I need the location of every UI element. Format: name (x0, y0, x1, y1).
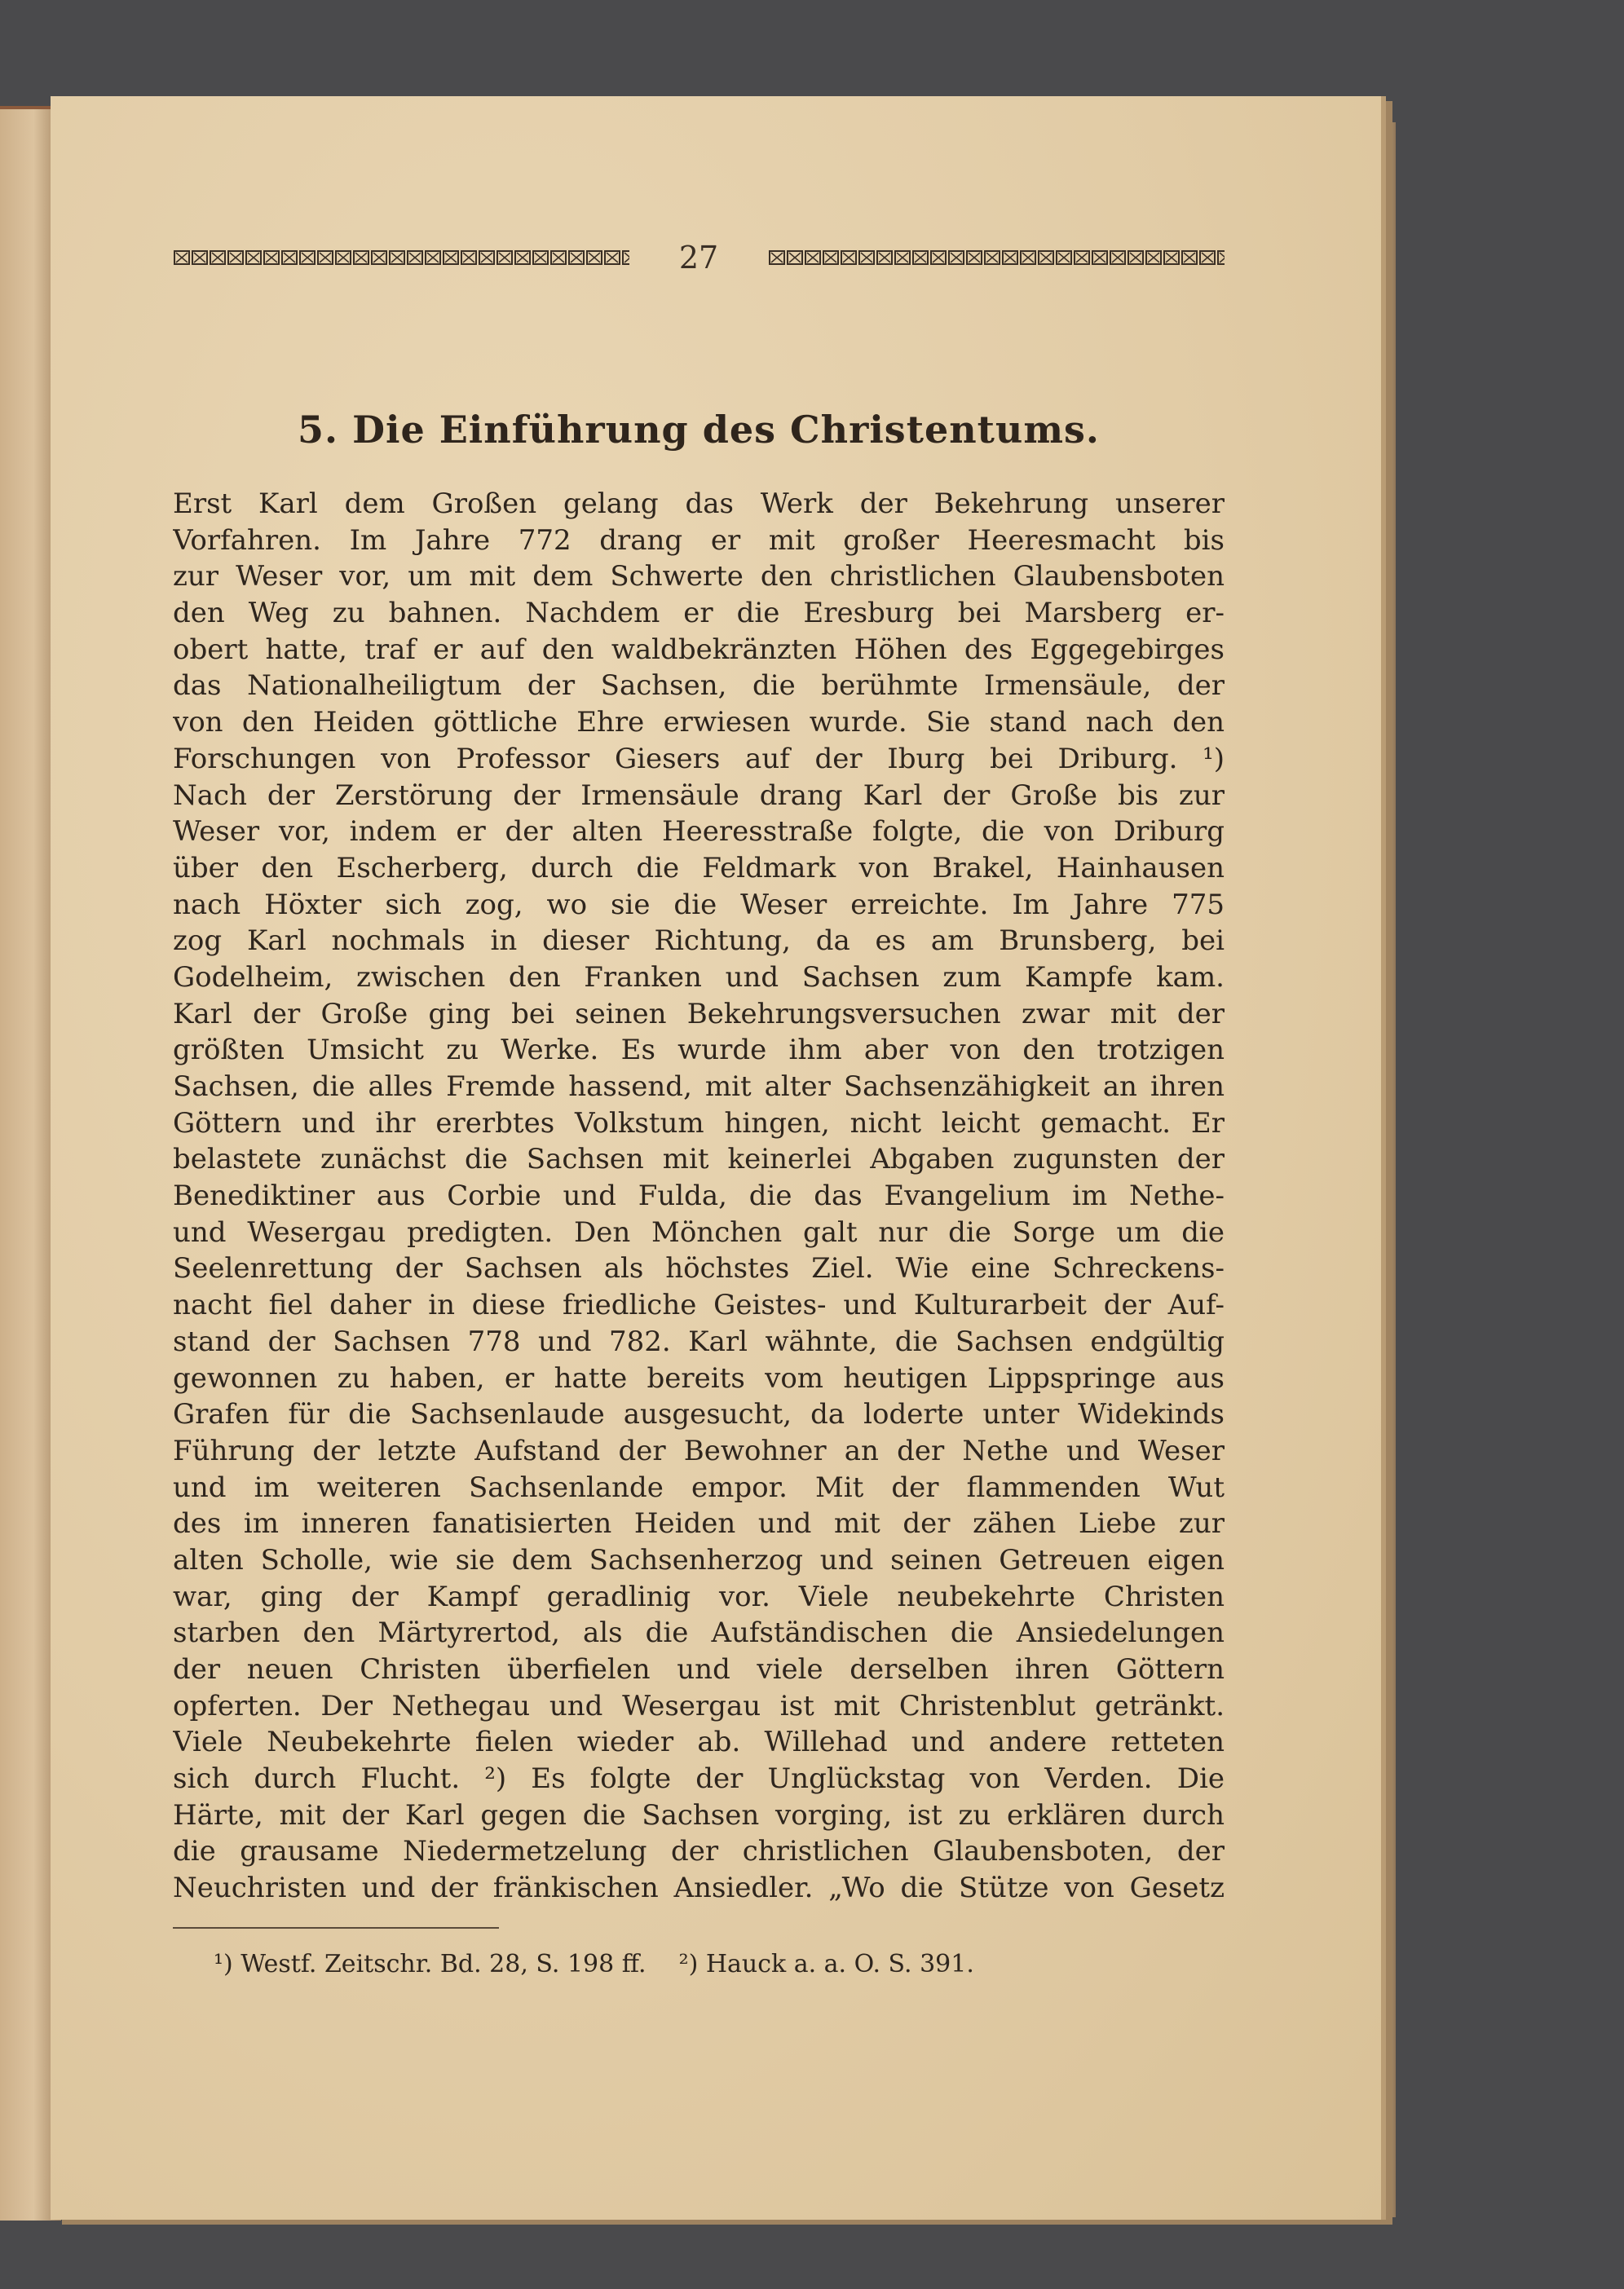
footnote-1: ¹) Westf. Zeitschr. Bd. 28, S. 198 ff. (214, 1950, 647, 1978)
text-line: und Wesergau predigten. Den Mönchen galt nur die Sorge um die (173, 1215, 1225, 1249)
footnote-rule (173, 1927, 499, 1929)
text-line: Führung der letzte Aufstand der Bewohner an der Nethe und Weser (173, 1434, 1225, 1467)
text-line: gewonnen zu haben, er hatte bereits vom heutigen Lippspringe aus (173, 1361, 1225, 1395)
text-line: nacht fiel daher in diese friedliche Geistes- und Kulturarbeit der Auf- (173, 1289, 1225, 1322)
footnotes (214, 1950, 1192, 1978)
text-line: größten Umsicht zu Werke. Es wurde ihm aber von den trotzigen (173, 1034, 1225, 1067)
text-line: stand der Sachsen 778 und 782. Karl wähnte, die Sachsen endgültig (173, 1325, 1225, 1358)
body-text (173, 486, 1225, 1907)
text-line: alten Scholle, wie sie dem Sachsenherzog und seinen Getreuen eigen (173, 1543, 1225, 1577)
text-line: Neuchristen und der fränkischen Ansiedler. „Wo die Stütze von Gesetz (173, 1872, 1225, 1905)
text-line: opferten. Der Nethegau und Wesergau ist mit Christenblut getränkt. (173, 1689, 1225, 1722)
text-line: starben den Märtyrertod, als die Aufständischen die Ansiedelungen (173, 1616, 1225, 1650)
text-line: nach Höxter sich zog, wo sie die Weser erreichte. Im Jahre 775 (173, 888, 1225, 921)
text-line: den Weg zu bahnen. Nachdem er die Eresburg bei Marsberg er- (173, 597, 1225, 630)
text-line: zog Karl nochmals in dieser Richtung, da es am Brunsberg, bei (173, 924, 1225, 958)
text-line: Benediktiner aus Corbie und Fulda, die das Evangelium im Nethe- (173, 1180, 1225, 1213)
text-line: des im inneren fanatisierten Heiden und mit der zähen Liebe zur (173, 1507, 1225, 1541)
text-line: Forschungen von Professor Giesers auf der Iburg bei Driburg. ¹) (173, 742, 1225, 775)
text-line: Erst Karl dem Großen gelang das Werk der Bekehrung unserer (173, 487, 1225, 520)
text-line: die grausame Niedermetzelung der christlichen Glaubensboten, der (173, 1835, 1225, 1868)
text-line: das Nationalheiligtum der Sachsen, die berühmte Irmensäule, der (173, 669, 1225, 703)
text-line: zur Weser vor, um mit dem Schwerte den christlichen Glaubensboten (173, 560, 1225, 593)
text-line: Härte, mit der Karl gegen die Sachsen vorging, ist zu erklären durch (173, 1798, 1225, 1832)
text-line: war, ging der Kampf geradlinig vor. Viele neubekehrte Christen (173, 1580, 1225, 1613)
text-line: Weser vor, indem er der alten Heeresstraße folgte, die von Driburg (173, 815, 1225, 849)
header-ornament-left (173, 246, 629, 269)
page-stack-edge (1381, 122, 1396, 2217)
text-line: Nach der Zerstörung der Irmensäule drang Karl der Große bis zur (173, 778, 1225, 812)
text-line: Göttern und ihr ererbtes Volkstum hingen, nicht leicht gemacht. Er (173, 1106, 1225, 1140)
text-line: belastete zunächst die Sachsen mit keinerlei Abgaben zugunsten der (173, 1143, 1225, 1176)
text-line: von den Heiden göttliche Ehre erwiesen wurde. Sie stand nach den (173, 706, 1225, 739)
text-line: sich durch Flucht. ²) Es folgte der Unglückstag von Verden. Die (173, 1762, 1225, 1796)
header-ornament-right (768, 246, 1225, 269)
running-header (173, 233, 1225, 282)
page-number: 27 (678, 240, 719, 276)
chapter-title: 5. Die Einführung des Christentums. (298, 408, 1100, 452)
text-line: Godelheim, zwischen den Franken und Sachsen zum Kampfe kam. (173, 960, 1225, 994)
text-line: Sachsen, die alles Fremde hassend, mit alter Sachsenzähigkeit an ihren (173, 1070, 1225, 1103)
text-line: Seelenrettung der Sachsen als höchstes Ziel. Wie eine Schreckens- (173, 1252, 1225, 1286)
text-line: obert hatte, traf er auf den waldbekränzten Höhen des Eggegebirges (173, 633, 1225, 666)
text-line: Karl der Große ging bei seinen Bekehrungsversuchen zwar mit der (173, 997, 1225, 1030)
text-line: Grafen für die Sachsenlaude ausgesucht, da loderte unter Widekinds (173, 1398, 1225, 1431)
text-line: Viele Neubekehrte fielen wieder ab. Willehad und andere retteten (173, 1726, 1225, 1759)
text-line: der neuen Christen überfielen und viele derselben ihren Göttern (173, 1653, 1225, 1686)
text-line: und im weiteren Sachsenlande empor. Mit der flammenden Wut (173, 1471, 1225, 1504)
text-line: über den Escherberg, durch die Feldmark von Brakel, Hainhausen (173, 851, 1225, 884)
text-line: Vorfahren. Im Jahre 772 drang er mit großer Heeresmacht bis (173, 523, 1225, 557)
footnote-2: ²) Hauck a. a. O. S. 391. (678, 1950, 974, 1978)
